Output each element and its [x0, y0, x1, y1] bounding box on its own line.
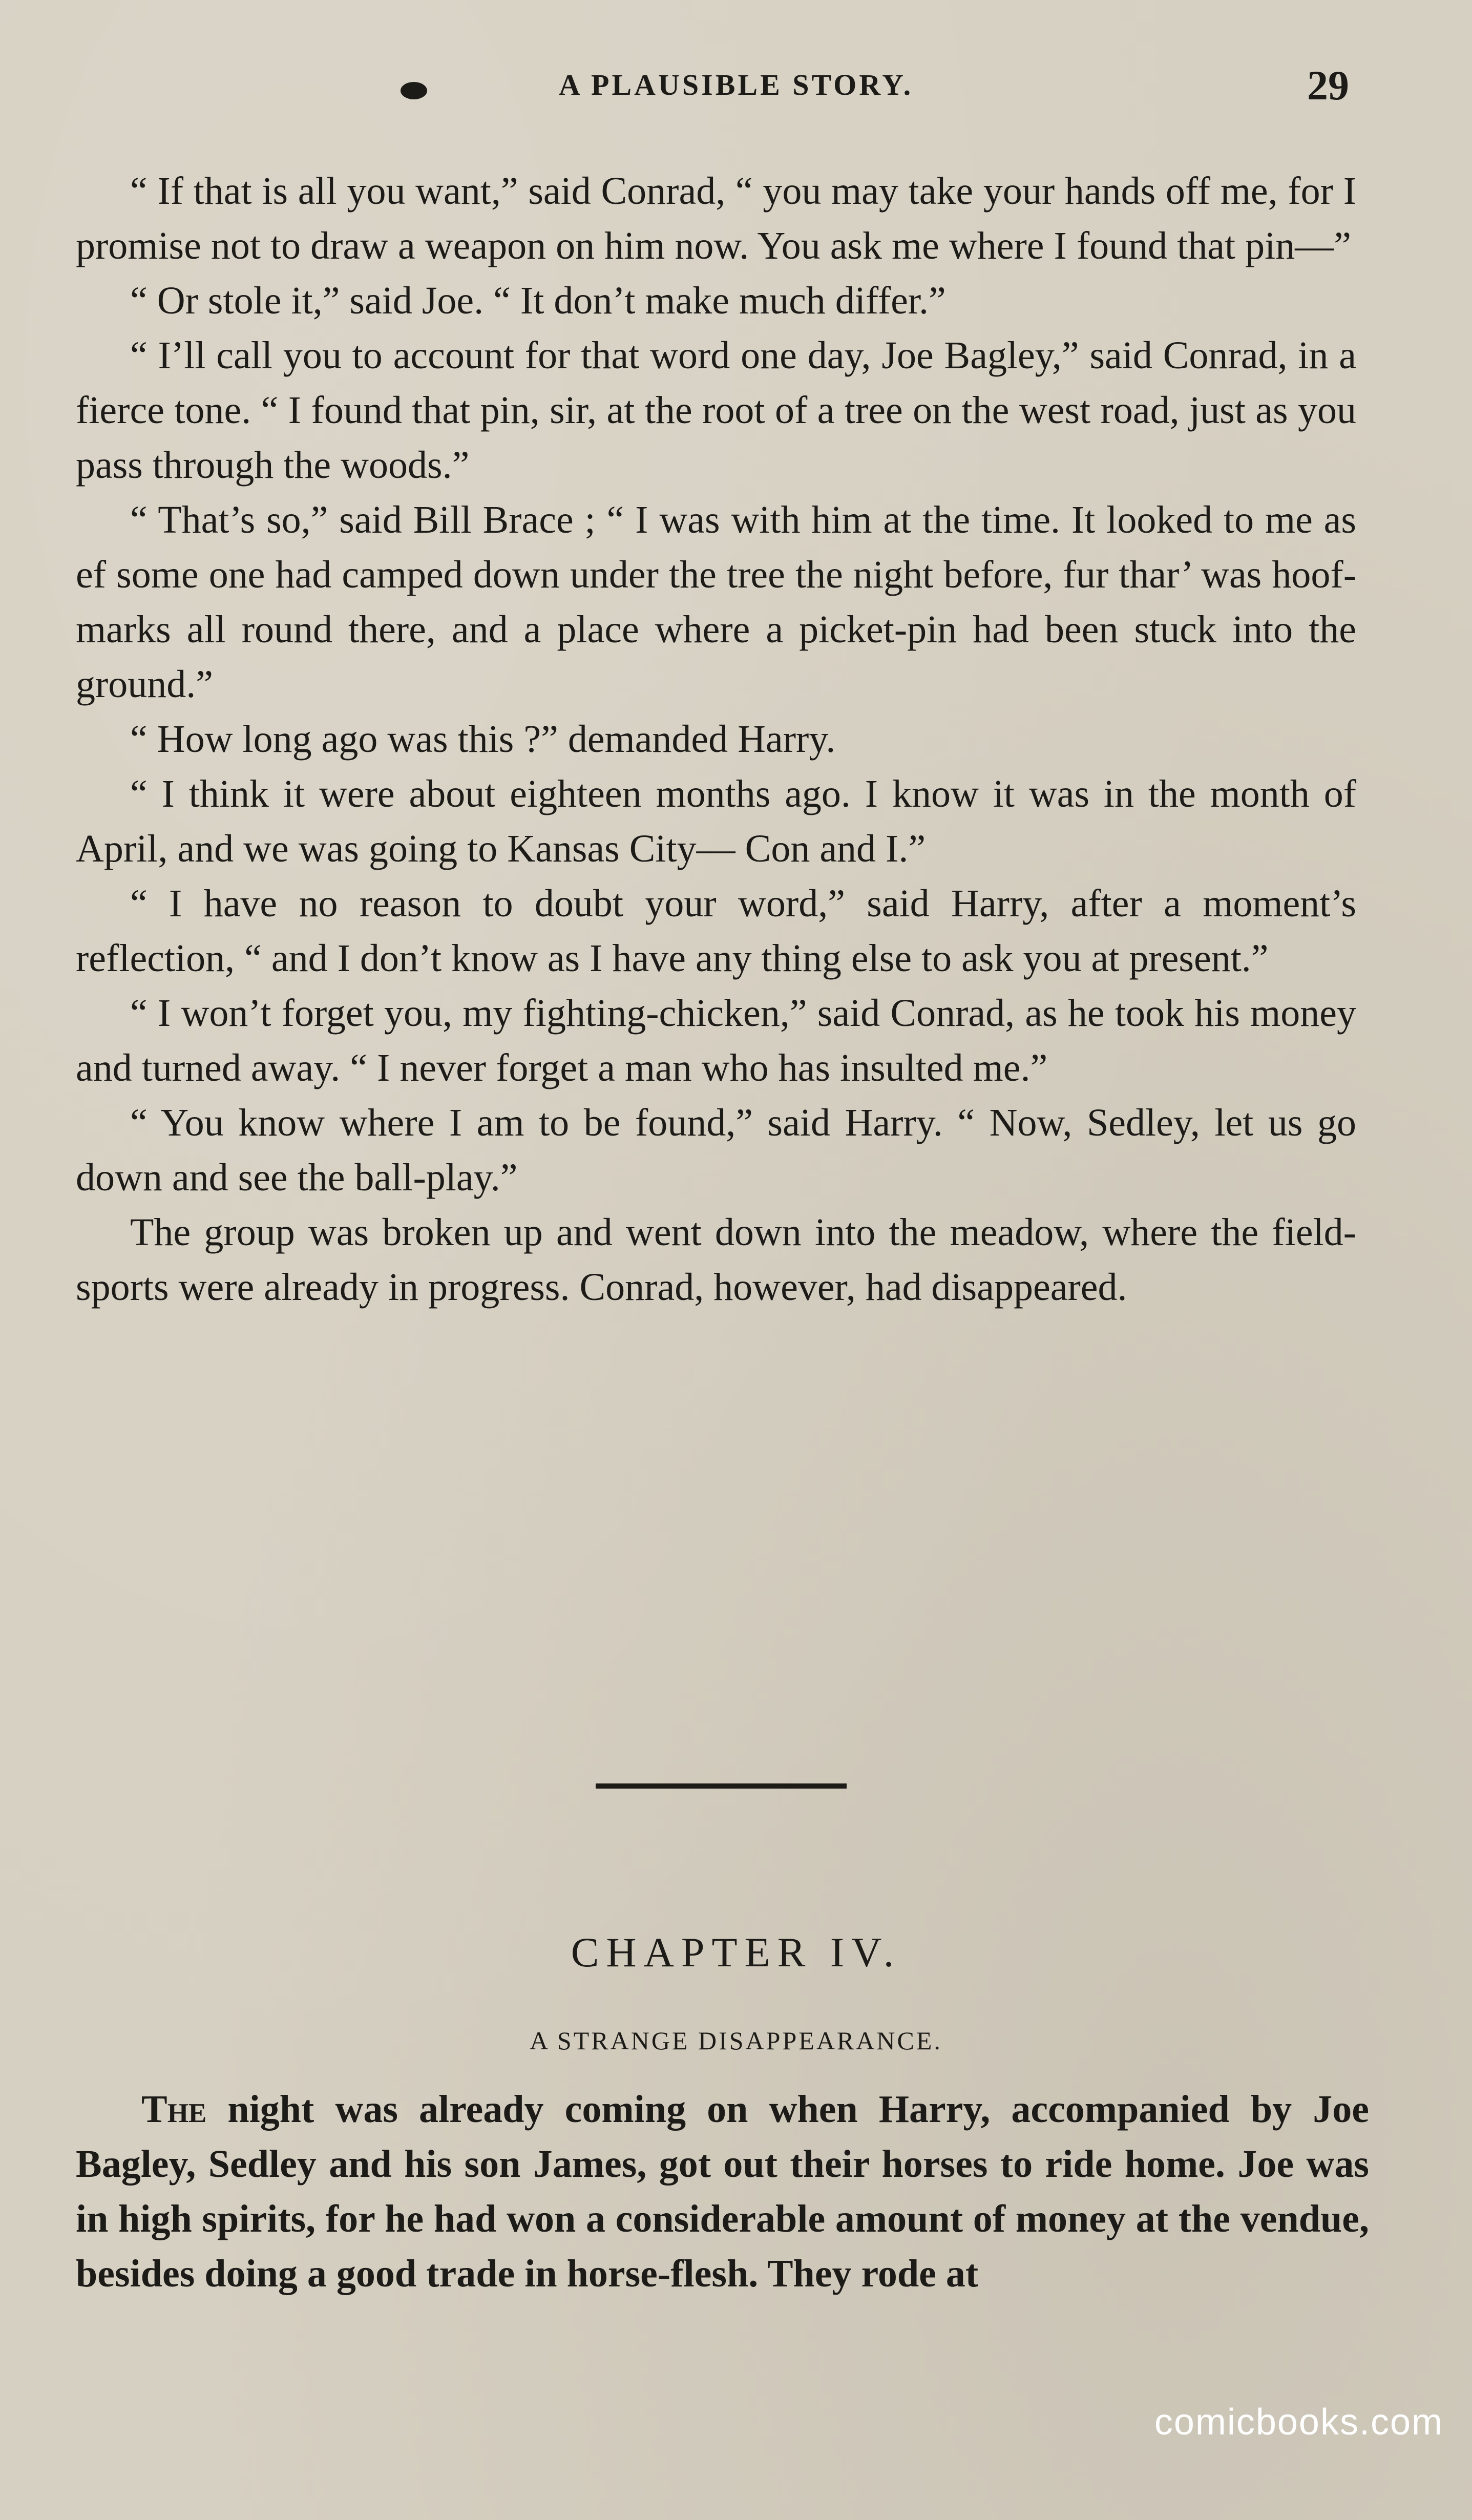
paragraph: “ I won’t forget you, my fighting-chicken,” said Conrad, as he took his money and turned away. “ I never forget a man who has insulted me.” [76, 992, 1356, 1089]
paragraph: “ That’s so,” said Bill Brace ; “ I was with him at the time. It looked to me as ef some one had camped down under the tree the night before, fur thar’ was hoof-marks all round there, and a place where a picket-pin had been stuck into the ground.” [76, 498, 1356, 706]
body-text [76, 164, 1356, 1315]
paragraph: “ I think it were about eighteen months ago. I know it was in the month of April, and we was going to Kansas City— Con and I.” [76, 772, 1356, 870]
paragraph: “ You know where I am to be found,” said Harry. “ Now, Sedley, let us go down and see the ball-play.” [76, 1101, 1356, 1199]
chapter-first-word: The [141, 2088, 207, 2131]
chapter-subtitle: A STRANGE DISAPPEARANCE. [530, 2026, 942, 2055]
section-divider [596, 1783, 847, 1789]
paragraph: “ If that is all you want,” said Conrad, “ you may take your hands off me, for I promise not to draw a weapon on him now. You ask me where I found that pin—” [76, 170, 1356, 267]
chapter-opening-text: night was already coming on when Harry, accompanied by Joe Bagley, Sedley and his son James, got out their horses to ride home. Joe was in high spirits, for he had won a considerable amount of money at the vendue, besides doing a good trade in horse-flesh. They rode at [76, 2088, 1369, 2295]
paragraph: “ I have no reason to doubt your word,” said Harry, after a moment’s reflection, “ and I don’t know as I have any thing else to ask you at present.” [76, 882, 1356, 980]
chapter-title: CHAPTER IV. [571, 1929, 901, 1976]
paragraph: “ Or stole it,” said Joe. “ It don’t make much differ.” [130, 279, 946, 322]
running-head [0, 61, 1472, 123]
paragraph: “ How long ago was this ?” demanded Harry. [130, 718, 836, 761]
chapter-opening [76, 2082, 1369, 2301]
chapter-paragraph [76, 2082, 1369, 2301]
paragraph: “ I’ll call you to account for that word one day, Joe Bagley,” said Conrad, in a fierce tone. “ I found that pin, sir, at the root of a tree on the west road, just as you pass through the woods.” [76, 334, 1356, 487]
watermark-text: comicbooks.com [1154, 2402, 1443, 2443]
running-title: A PLAUSIBLE STORY. [558, 68, 914, 101]
page-number: 29 [1307, 62, 1349, 109]
paragraph: The group was broken up and went down into the meadow, where the field-sports were already in progress. Conrad, however, had disappeared. [76, 1211, 1356, 1309]
